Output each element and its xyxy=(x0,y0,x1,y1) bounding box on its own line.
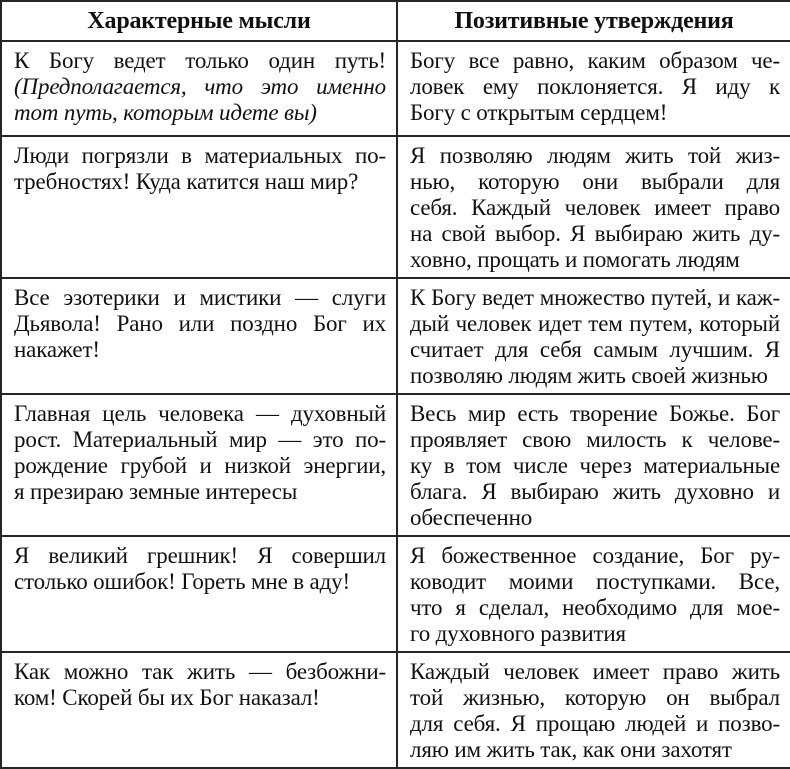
text-line: (Предполагается, что это именно xyxy=(14,74,386,99)
cell-affirmation-6 xyxy=(397,652,790,768)
table-row xyxy=(1,536,790,652)
text-line: Богу все равно, каким образом че- xyxy=(410,48,780,73)
text-line: К Богу ведет только один путь! xyxy=(14,48,386,73)
text-line: позволяю людям жить своей жизнью xyxy=(410,363,768,388)
text-line: ляю им жить так, как они захотят xyxy=(410,737,732,762)
cell-affirmation-5 xyxy=(397,536,790,652)
table-row xyxy=(1,136,790,278)
table-row xyxy=(1,394,790,536)
text-line: на свой выбор. Я выбираю жить ду- xyxy=(410,221,780,246)
cell-thought-4 xyxy=(1,394,397,536)
cell-thought-6 xyxy=(1,652,397,768)
table-body xyxy=(1,41,790,768)
text-line: рост. Материальный мир — это по- xyxy=(14,427,386,452)
text-line: рождение грубой и низкой энергии, xyxy=(14,453,386,478)
text-line: той жизнью, которую он выбрал xyxy=(410,685,780,710)
cell-thought-3 xyxy=(1,278,397,394)
text-line: го духовного развития xyxy=(410,621,626,646)
text-line: Дьявола! Рано или поздно Бог их xyxy=(14,311,386,336)
text-line: Я позволяю людям жить той жиз- xyxy=(410,143,780,168)
text-line: ком! Скорей бы их Бог наказал! xyxy=(14,685,320,710)
text-line: блага. Я выбираю жить духовно и xyxy=(410,479,780,504)
text-line: ку в том числе через материальные xyxy=(410,453,780,478)
cell-thought-2 xyxy=(1,136,397,278)
text-line: обеспеченно xyxy=(410,505,533,530)
text-line: накажет! xyxy=(14,337,100,362)
column-header-positive-affirmations: Позитивные утверждения xyxy=(397,1,790,41)
text-line: Весь мир есть творение Божье. Бог xyxy=(410,401,780,426)
text-line: требностях! Куда катится наш мир? xyxy=(14,169,359,194)
cell-thought-5 xyxy=(1,536,397,652)
table-row xyxy=(1,278,790,394)
text-line: ховно, прощать и помогать людям xyxy=(410,247,740,272)
text-line: Как можно так жить — безбожни- xyxy=(14,659,386,684)
text-line: тот путь, которым идете вы) xyxy=(14,100,317,125)
text-line: Все эзотерики и мистики — слуги xyxy=(14,285,386,310)
text-line: считает для себя самым лучшим. Я xyxy=(410,337,780,362)
text-line: Я божественное создание, Бог ру- xyxy=(410,543,780,568)
text-line: себя. Каждый человек имеет право xyxy=(410,195,780,220)
table-header-row xyxy=(1,1,790,41)
text-line: К Богу ведет множество путей, и каж- xyxy=(410,285,780,310)
text-line: Люди погрязли в материальных по- xyxy=(14,143,386,168)
column-header-characteristic-thoughts: Характерные мысли xyxy=(1,1,397,41)
text-line: столько ошибок! Гореть мне в аду! xyxy=(14,569,351,594)
text-line: ководит моими поступками. Все, xyxy=(410,569,780,594)
text-line: нью, которую они выбрали для xyxy=(410,169,780,194)
text-line: Каждый человек имеет право жить xyxy=(410,659,780,684)
text-line: Богу с открытым сердцем! xyxy=(410,100,668,125)
text-line: дый человек идет тем путем, который xyxy=(410,311,780,336)
text-line: для себя. Я прощаю людей и позво- xyxy=(410,711,780,736)
table-row xyxy=(1,41,790,136)
text-line: Главная цель человека — духовный xyxy=(14,401,386,426)
cell-thought-1 xyxy=(1,41,397,136)
text-line: проявляет свою милость к челове- xyxy=(410,427,780,452)
cell-affirmation-1 xyxy=(397,41,790,136)
table-row xyxy=(1,652,790,768)
cell-affirmation-4 xyxy=(397,394,790,536)
cell-affirmation-3 xyxy=(397,278,790,394)
text-line: ловек ему поклоняется. Я иду к xyxy=(410,74,780,99)
text-line: я презираю земные интересы xyxy=(14,479,298,504)
text-line: Я великий грешник! Я совершил xyxy=(14,543,386,568)
cell-affirmation-2 xyxy=(397,136,790,278)
text-line: что я сделал, необходимо для мое- xyxy=(410,595,780,620)
